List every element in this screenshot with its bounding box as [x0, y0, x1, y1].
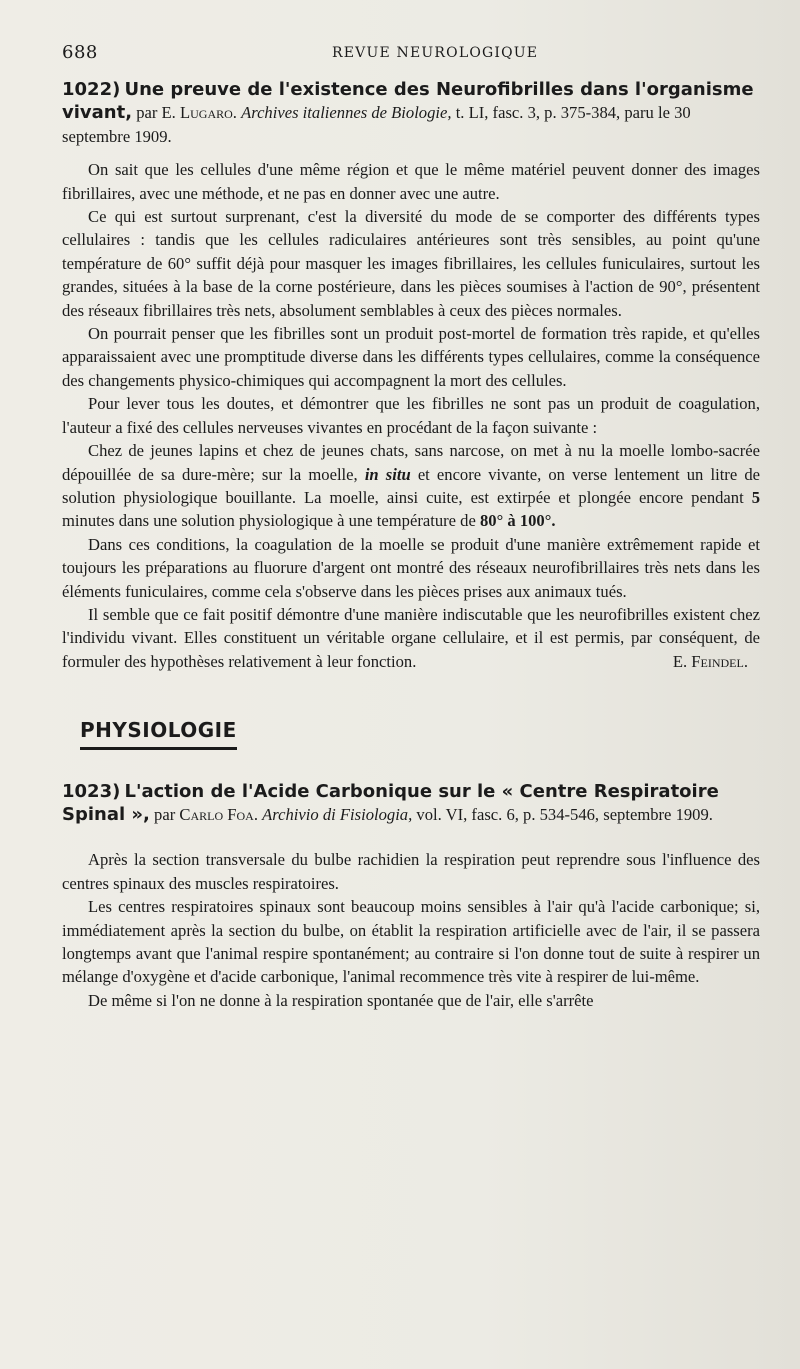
paragraph: Pour lever tous les doutes, et démontrer que les fibrilles ne sont pas un produit de coagulation, l'auteur a fixé des cellules nerveuses vivantes en procédant de la façon suivante : [62, 394, 760, 437]
entry-journal: Archivio di Fisiologia, [262, 804, 413, 824]
signature-initial: E. [672, 652, 688, 672]
text-run: minutes dans une solution physiologique à une température de [62, 511, 476, 531]
entry-journal: Archives italiennes de Biologie, [241, 103, 452, 123]
text-run: Chez de jeunes lapins et chez de jeunes chats, sans narcose, on met à nu la moelle lombo-sacrée dépouillée de sa dure-mère; sur la moelle, [62, 441, 760, 484]
paragraph: Il semble que ce fait positif démontre d'une manière indiscutable que les neurofibrilles existent chez l'individu vivant. Elles constituent un véritable organe cellulaire, et il est permis, par conséquent, de formuler des hypothèses relativement à leur fonction. [62, 604, 760, 671]
bold-value: 5 [751, 487, 761, 507]
paragraph: Dans ces conditions, la coagulation de la moelle se produit d'une manière extrêmement rapide et toujours les préparations au fluorure d'argent ont montré des réseaux neurofibrillaires très nets dans les éléments funiculaires, comme cela s'observe dans les pièces prises aux animaux tués. [62, 534, 760, 601]
entry-by: par E. [136, 103, 176, 123]
section-title: PHYSIOLOGIE [80, 719, 237, 749]
entry-reference: vol. VI, fasc. 6, p. 534-546, septembre 1909. [416, 804, 713, 824]
page-header [62, 42, 760, 72]
page-number: 688 [62, 42, 98, 63]
paragraph [62, 439, 760, 533]
paragraph: Ce qui est surtout surprenant, c'est la diversité du mode de se comporter des différents types cellulaires : tandis que les cellules radiculaires antérieures sont très sensibles, au point qu'une température de 60° suffit déjà pour masquer les images fibrillaires, les cellules funiculaires, surtout les grandes, situées à la base de la corne postérieure, dans les pièces soumises à l'action de 90°, présentent des réseaux fibrillaires très nets, absolument semblables à ceux des pièces normales. [62, 207, 760, 320]
signature-name: Feindel. [691, 652, 748, 672]
entry-reference: t. LI, fasc. 3, p. 375-384, paru le 30 septembre 1909. [62, 103, 691, 146]
paragraph: Après la section transversale du bulbe rachidien la respiration peut reprendre sous l'influence des centres spinaux des muscles respiratoires. [62, 850, 760, 893]
page-content [62, 78, 760, 1012]
entry-title: L'action de l'Acide Carbonique sur le « Centre Respiratoire Spinal », [62, 780, 719, 825]
italic-term: in situ [364, 464, 411, 484]
entry-author: Lugaro. [179, 103, 237, 123]
section-heading-wrap [62, 673, 760, 779]
paragraph: On sait que les cellules d'une même région et que le même matériel peuvent donner des images fibrillaires, avec une méthode, et ne pas en donner avec une autre. [62, 160, 760, 203]
bold-value: 80° à 100°. [480, 511, 556, 531]
entry-number: 1022) [62, 79, 121, 100]
entry-1023-heading [62, 780, 760, 827]
entry-by: par [154, 804, 176, 824]
entry-title: Une preuve de l'existence des Neurofibrilles dans l'organisme vivant, [62, 79, 754, 124]
paragraph: Les centres respiratoires spinaux sont beaucoup moins sensibles à l'air qu'à l'acide carbonique; si, immédiatement après la section du bulbe, on établit la respiration artificielle avec de l'air, il se passera longtemps avant que l'animal respire spontanément; au contraire si l'on donne tout de suite à respirer un mélange d'oxygène et d'acide carbonique, l'animal recommence très vite à respirer de lui-même. [62, 897, 760, 987]
text-run: et encore vivante, on verse lentement un litre de solution physiologique bouillante. La moelle, ainsi cuite, est extirpée et plongée encore pendant [62, 464, 760, 507]
entry-number: 1023) [62, 780, 121, 802]
entry-author: Carlo Foa. [179, 804, 258, 824]
running-title: REVUE NEUROLOGIQUE [332, 45, 539, 61]
paragraph: De même si l'on ne donne à la respiration spontanée que de l'air, elle s'arrête [88, 990, 594, 1010]
paragraph: On pourrait penser que les fibrilles sont un produit post-mortel de formation très rapide, et qu'elles apparaissaient avec une promptitude diverse dans les différents types cellulaires, comme la conséquence des changements physico-chimiques qui accompagnent la mort des cellules. [62, 324, 760, 390]
spacer [62, 836, 760, 848]
entry-1022-heading [62, 78, 760, 148]
